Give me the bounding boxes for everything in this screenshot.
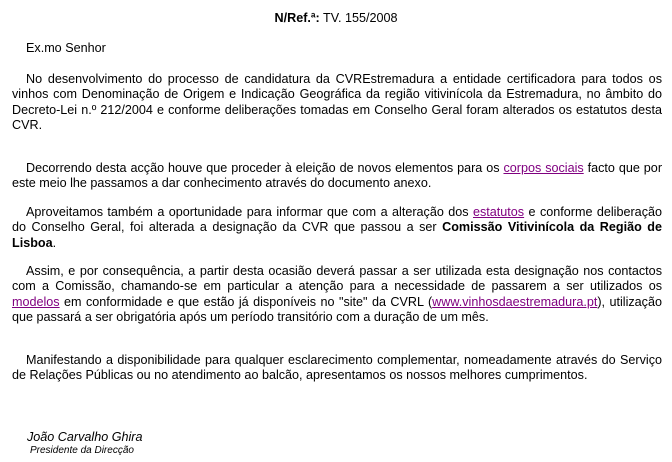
paragraph-candidatura-text: No desenvolvimento do processo de candidatura da CVREstremadura a entidade certificadora para todos os vinhos com Denominação de Origem e Indicação Geográfica da região vitivinícola da Estremadura, no âmbito do Decreto-Lei n.º 212/2004 e conforme deliberações tomadas em Conselho Geral foram alterados os estatutos desta CVR.: [12, 72, 662, 132]
paragraph-closing-text: Manifestando a disponibilidade para qualquer esclarecimento complementar, nomeadamente através do Serviço de Relações Públicas ou no atendimento ao balcão, apresentamos os nossos melhores cumprimentos.: [12, 353, 662, 383]
paragraph-corpos-sociais-text-before: Decorrendo desta acção houve que proceder à eleição de novos elementos para os: [26, 161, 504, 175]
estatutos-link[interactable]: estatutos: [473, 205, 525, 219]
paragraph-estatutos-text-before: Aproveitamos também a oportunidade para informar que com a alteração dos: [26, 205, 473, 219]
corpos-sociais-link[interactable]: corpos sociais: [503, 161, 584, 175]
paragraph-estatutos-text-middle: e conforme deliberação do Conselho Geral, foi alterada a designação da CVR que passou a ser: [12, 205, 662, 235]
reference-value: TV. 155/2008: [319, 11, 398, 25]
paragraph-designacao-text-before: Assim, e por consequência, a partir desta ocasião deverá passar a ser utilizada esta designação nos contactos com a Comissão, chamando-se em particular a atenção para a necessidade de passarem a ser utilizados os: [12, 264, 662, 294]
paragraph-designacao: [12, 264, 662, 325]
new-designation-name: Comissão Vitivinícola da Região de Lisboa: [12, 220, 663, 250]
website-link[interactable]: www.vinhosdaestremadura.pt: [432, 294, 598, 309]
paragraph-closing: [12, 353, 662, 384]
paragraph-designacao-text-middle: em conformidade e que estão já disponíveis no "site" da CVRL (: [59, 294, 433, 309]
signature-name: João Carvalho Ghira: [27, 430, 143, 444]
reference-line: [0, 11, 672, 25]
reference-label: N/Ref.ª:: [274, 11, 320, 25]
paragraph-estatutos: [12, 205, 662, 251]
salutation: Ex.mo Senhor: [26, 41, 106, 55]
paragraph-estatutos-text-after: .: [52, 235, 57, 250]
paragraph-candidatura: [12, 72, 662, 133]
modelos-link[interactable]: modelos: [12, 294, 60, 309]
paragraph-corpos-sociais-text-after: facto que por este meio lhe passamos a dar conhecimento através do documento anexo.: [12, 161, 663, 191]
signature-role: Presidente da Direcção: [30, 445, 134, 456]
paragraph-corpos-sociais: [12, 161, 662, 192]
paragraph-designacao-text-after: ), utilização que passará a ser obrigatória após um período transitório com a duração de um mês.: [12, 294, 662, 324]
